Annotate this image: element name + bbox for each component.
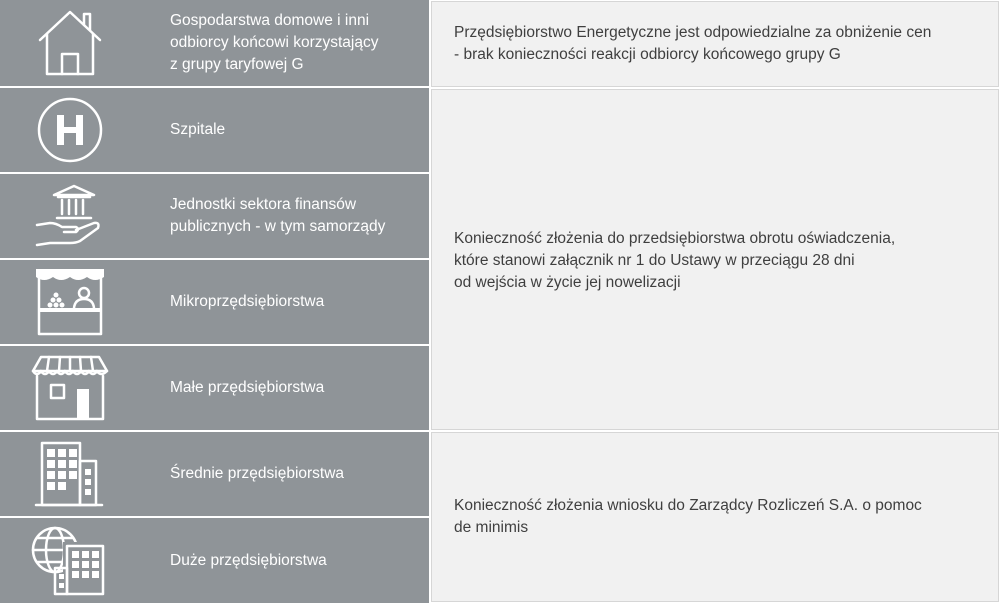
row-households [0,0,429,88]
row-public-finance [0,174,429,260]
right-cell-de-minimis [431,432,999,602]
row-small-enterprises [0,346,429,432]
house-icon [0,0,140,86]
row-label: Szpitale [170,121,226,138]
row-label: Średnie przędsiębiorstwa [170,465,345,482]
row-micro-enterprises [0,260,429,346]
right-cell-text: Konieczność złożenia do przedsiębiorstwa obrotu oświadczenia, które stanowi załącznik nr 1 do Ustawy w przeciągu 28 dni od wejścia w życie jej nowelizacji [454,230,896,291]
row-label: Mikroprzędsiębiorstwa [170,293,325,310]
row-hospitals [0,88,429,174]
right-cell-text: Konieczność złożenia wniosku do Zarządcy Rozliczeń S.A. o pomoc de minimis [454,497,922,536]
market-stall-icon [0,260,140,344]
right-cell-text: Przędsiębiorstwo Energetyczne jest odpowiedzialne za obniżenie cen - brak konieczności reakcji odbiorcy końcowego grupy G [454,24,932,63]
row-medium-enterprises [0,432,429,518]
right-cell-energy-company [431,1,999,87]
row-label: Małe przędsiębiorstwa [170,379,325,396]
row-label: Jednostki sektora finansów publicznych - w tym samorządy [170,196,386,235]
office-building-icon [0,432,140,516]
hospital-icon [0,88,140,172]
right-cell-declaration [431,89,999,430]
public-finance-icon [0,174,140,258]
row-label: Duże przędsiębiorstwa [170,551,327,569]
small-shop-icon [0,346,140,430]
row-label: Gospodarstwa domowe i inni odbiorcy końcowi korzystający z grupy taryfowej G [170,12,379,73]
row-large-enterprises [0,518,429,603]
global-corporation-icon [0,518,140,603]
